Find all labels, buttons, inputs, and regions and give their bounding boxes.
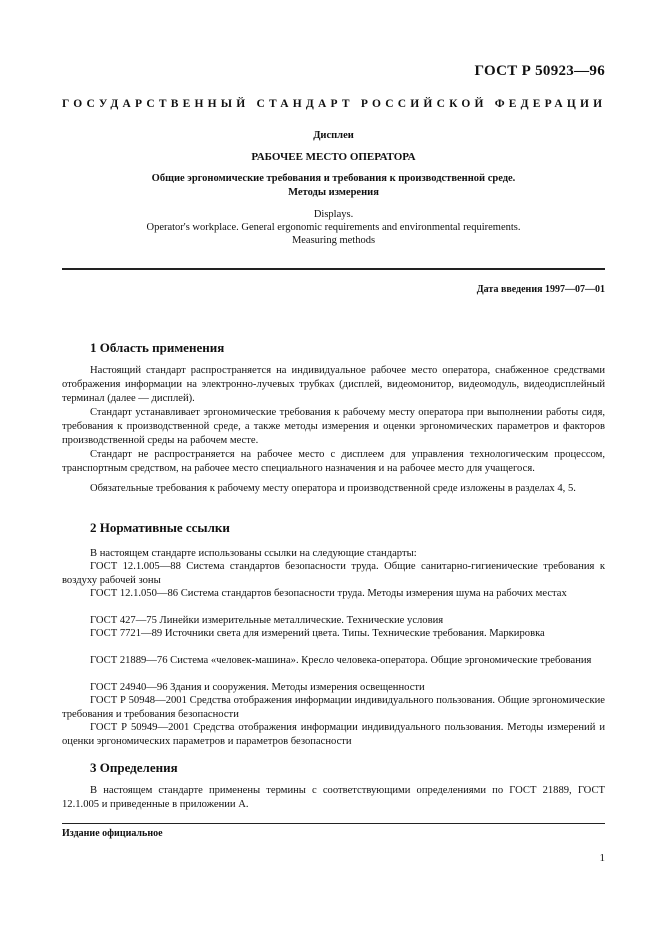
section-3-paragraph-1: В настоящем стандарте применены термины с соответствующими определениями по ГОСТ 21889, ГОСТ 12.1.005 и приведенные в приложении А.: [62, 785, 605, 810]
title-subtitle-line-2: Методы измерения: [288, 187, 379, 198]
title-subtitle-line-1: Общие эргономические требования и требования к производственной среде.: [151, 173, 516, 184]
reference-item: ГОСТ 21889—76 Система «человек-машина». Кресло человека-оператора. Общие эргономические требования: [90, 655, 592, 666]
reference-item: ГОСТ 427—75 Линейки измерительные металлические. Технические условия: [90, 615, 444, 626]
header-divider: [62, 268, 605, 270]
footer-divider: [62, 823, 605, 824]
section-1-paragraph-1: Настоящий стандарт распространяется на индивидуальное рабочее место оператора, снабженное средствами отображения информации на электронно-лучевых трубках (дисплей, видеомонитор, видеомодуль, видеодисплейный терминал (далее — дисплей).: [62, 365, 605, 404]
document-code: ГОСТ Р 50923—96: [474, 63, 605, 79]
section-1-paragraph-3: Стандарт не распространяется на рабочее место с дисплеем для управления технологическим процессом, транспортным средством, на рабочее место специального назначения и на рабочее место для учащегося.: [62, 449, 605, 474]
title-category: Дисплеи: [313, 130, 354, 141]
page-number: 1: [599, 852, 605, 864]
reference-item: ГОСТ Р 50948—2001 Средства отображения информации индивидуального пользования. Общие эргономические требования и требования безопасности: [62, 695, 605, 720]
reference-item: ГОСТ 12.1.050—86 Система стандартов безопасности труда. Методы измерения шума на рабочих местах: [90, 588, 567, 599]
section-2-intro: В настоящем стандарте использованы ссылки на следующие стандарты:: [90, 548, 417, 559]
official-edition-label: Издание официальное: [62, 828, 163, 839]
title-english-line-1: Displays.: [313, 209, 354, 220]
reference-item: ГОСТ 12.1.005—88 Система стандартов безопасности труда. Общие санитарно-гигиенические требования к воздуху рабочей зоны: [62, 561, 605, 586]
section-1-title: 1 Область применения: [90, 340, 225, 355]
section-1-paragraph-2: Стандарт устанавливает эргономические требования к рабочему месту оператора при выполнении работы сидя, требования к производственной среде, а также методы измерения и оценки эргономических параметров и факторов производственной среды на рабочем месте.: [62, 407, 605, 446]
reference-item: ГОСТ 24940—96 Здания и сооружения. Методы измерения освещенности: [90, 682, 425, 693]
title-main: РАБОЧЕЕ МЕСТО ОПЕРАТОРА: [251, 151, 416, 163]
section-3-title: 3 Определения: [90, 760, 178, 775]
title-english-line-3: Measuring methods: [291, 235, 376, 246]
introduction-date: Дата введения 1997—07—01: [476, 284, 605, 295]
title-english-line-2: Operator's workplace. General ergonomic requirements and environmental requirements.: [146, 222, 521, 233]
section-1-paragraph-4: Обязательные требования к рабочему месту оператора и производственной среде изложены в разделах 4, 5.: [90, 483, 576, 494]
title-english: [62, 208, 605, 247]
state-standard-header: ГОСУДАРСТВЕННЫЙ СТАНДАРТ РОССИЙСКОЙ ФЕДЕРАЦИИ: [62, 98, 607, 110]
reference-item: ГОСТ 7721—89 Источники света для измерений цвета. Типы. Технические требования. Маркировка: [90, 628, 545, 639]
section-2-title: 2 Нормативные ссылки: [90, 520, 230, 535]
reference-item: ГОСТ Р 50949—2001 Средства отображения информации индивидуального пользования. Методы измерений и оценки эргономических параметров и параметров безопасности: [62, 722, 605, 747]
